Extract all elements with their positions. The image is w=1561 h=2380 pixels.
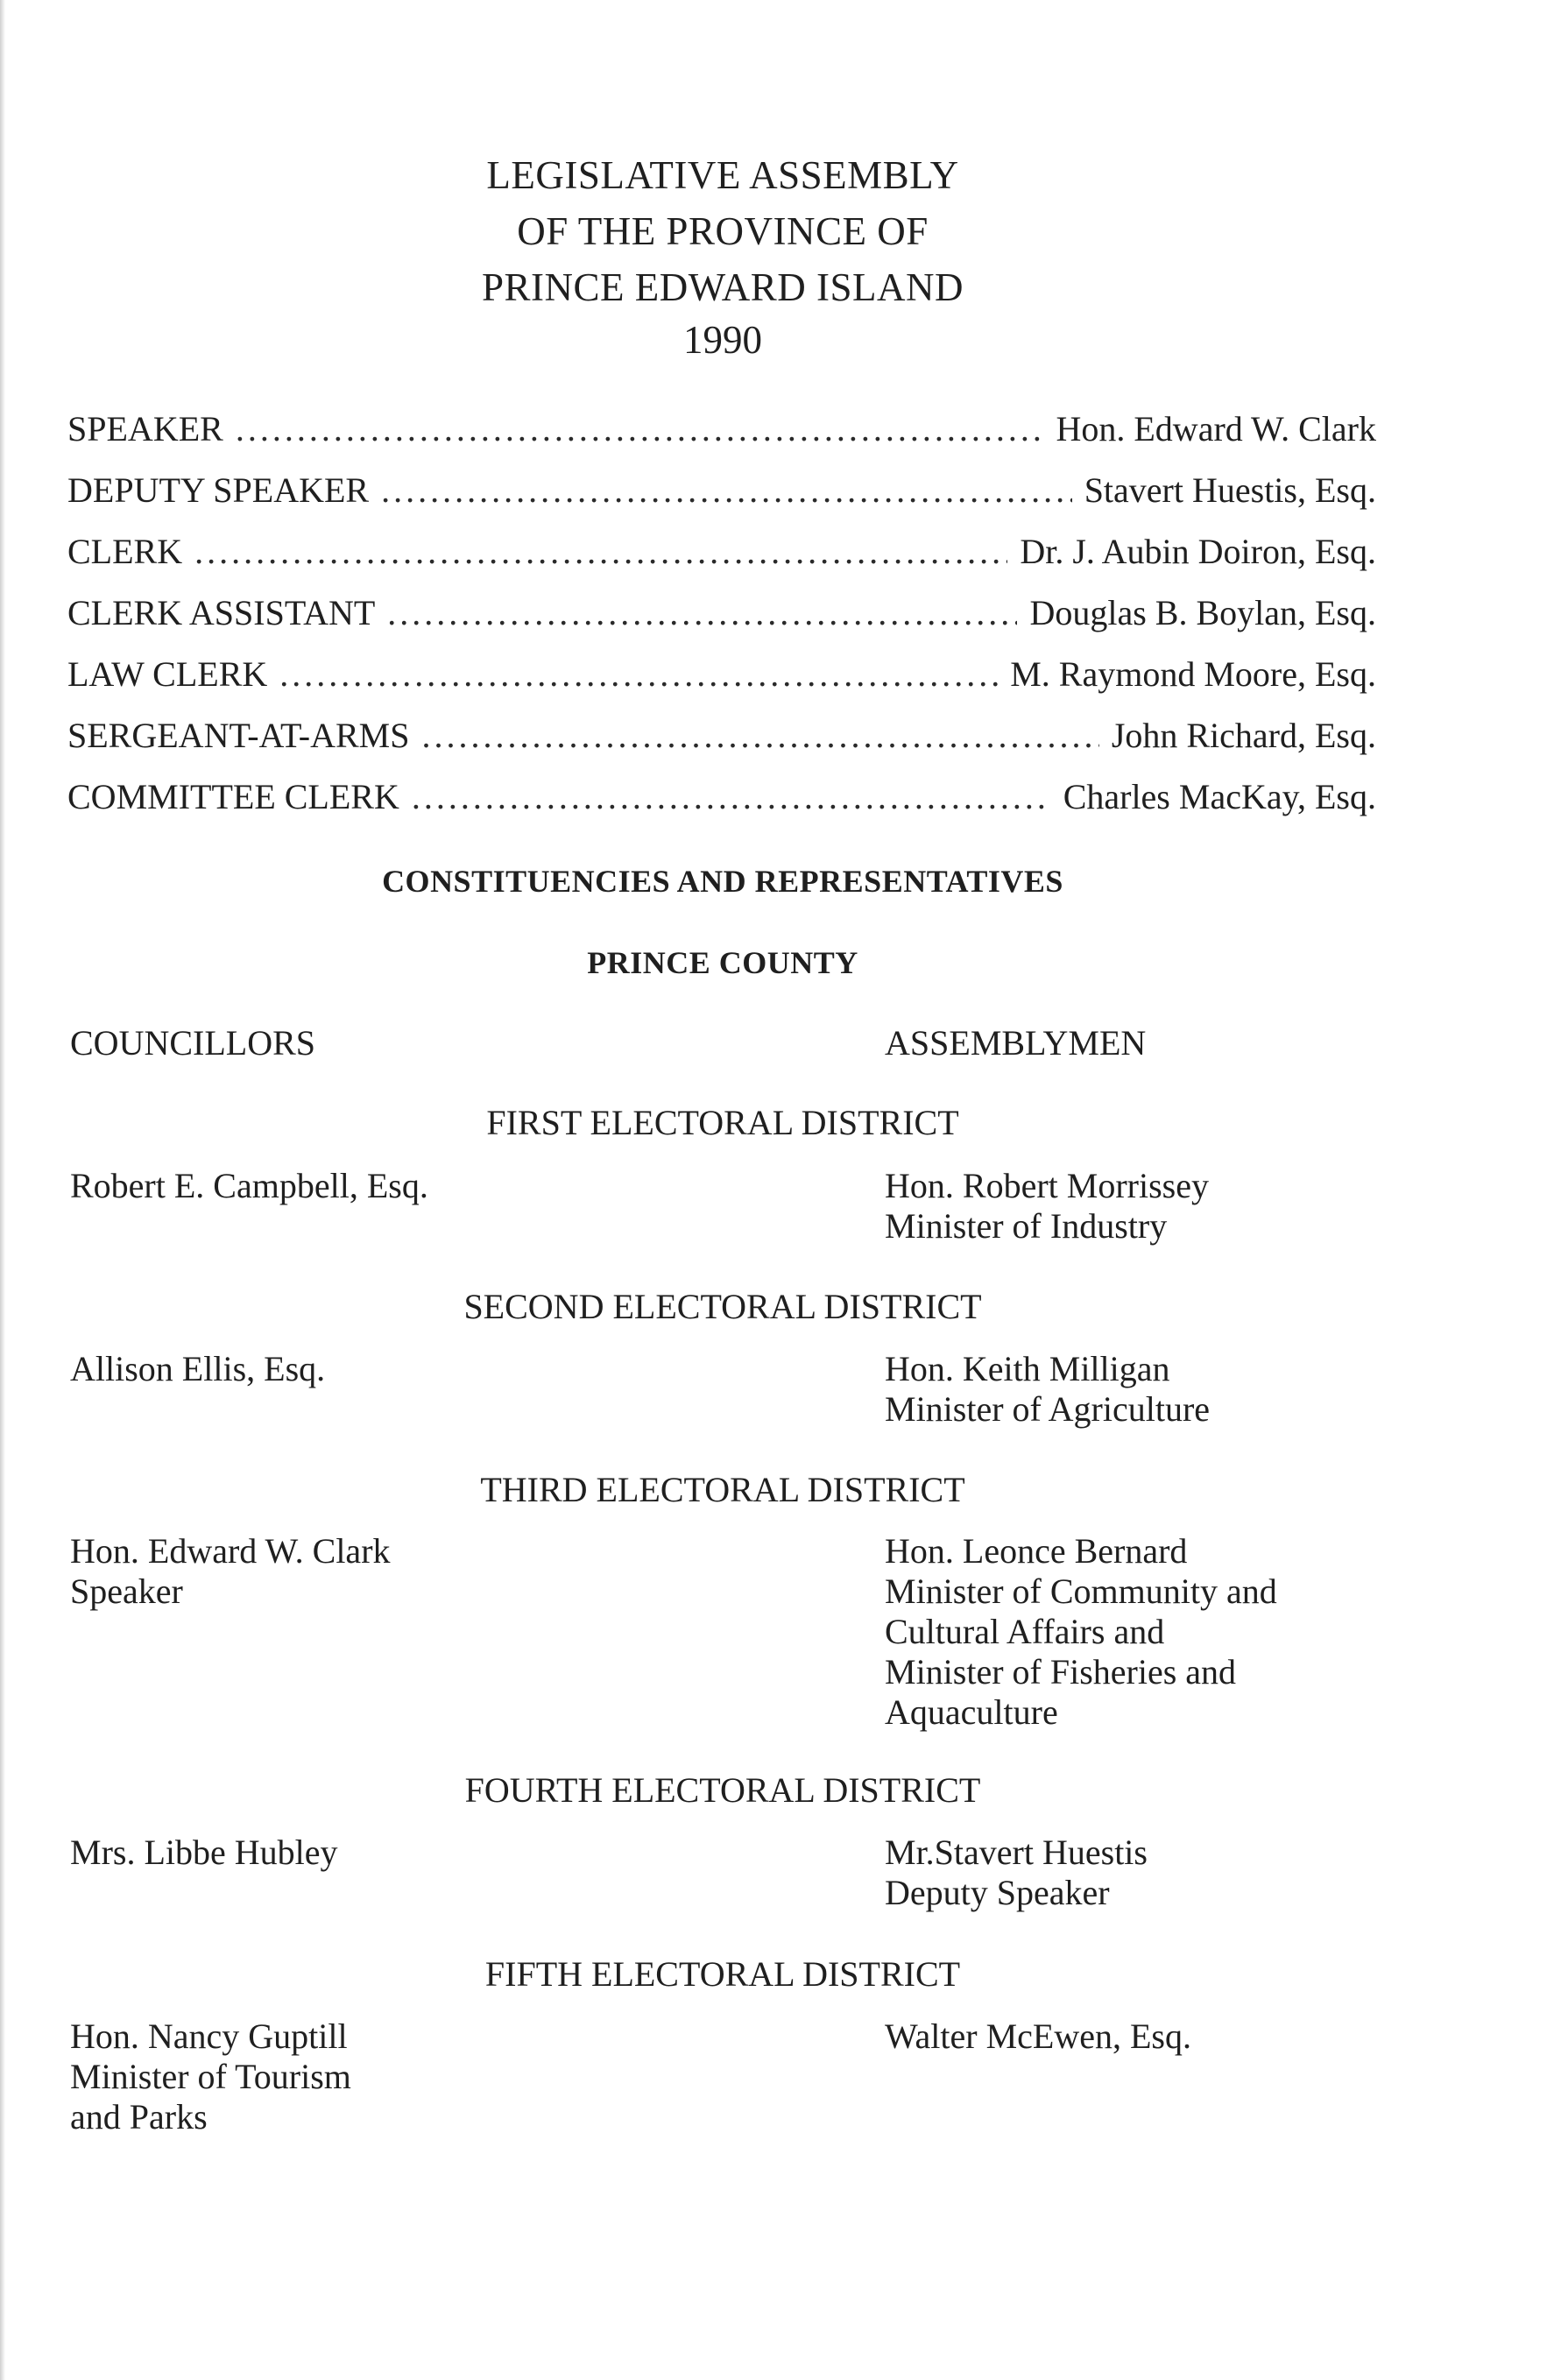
councillor-third-district	[70, 1531, 391, 1612]
district-heading-first: FIRST ELECTORAL DISTRICT	[486, 1103, 959, 1142]
officer-row-law-clerk	[67, 653, 1376, 715]
member-line: Hon. Leonce Bernard	[885, 1531, 1188, 1571]
member-line: Deputy Speaker	[885, 1873, 1110, 1912]
member-line: Hon. Keith Milligan	[885, 1349, 1170, 1388]
officer-name: Dr. J. Aubin Doiron, Esq.	[1020, 532, 1376, 571]
leader-dots	[381, 470, 1072, 511]
assemblyman-second-district	[885, 1349, 1210, 1430]
officer-row-sergeant-at-arms	[67, 715, 1376, 776]
officer-row-speaker	[67, 408, 1376, 470]
councillor-fifth-district	[70, 2016, 351, 2137]
assemblyman-fifth-district	[885, 2016, 1191, 2057]
district-heading-fifth: FIFTH ELECTORAL DISTRICT	[484, 1954, 961, 1994]
assemblyman-first-district	[885, 1166, 1209, 1246]
member-line: Cultural Affairs and	[885, 1612, 1165, 1651]
councillor-first-district	[70, 1166, 428, 1206]
member-line: Walter McEwen, Esq.	[885, 2016, 1191, 2056]
title-line-1: LEGISLATIVE ASSEMBLY	[486, 153, 959, 197]
member-line: Mrs. Libbe Hubley	[70, 1833, 338, 1872]
leader-dots	[236, 408, 1044, 449]
member-line: and Parks	[70, 2097, 208, 2136]
leader-dots	[194, 531, 1007, 572]
leader-dots	[279, 653, 998, 695]
officer-name: Douglas B. Boylan, Esq.	[1029, 593, 1376, 632]
officer-name: John Richard, Esq.	[1111, 716, 1376, 755]
document-year: 1990	[683, 318, 762, 362]
officer-row-deputy-speaker	[67, 470, 1376, 531]
member-line: Minister of Industry	[885, 1206, 1168, 1246]
member-line: Minister of Tourism	[70, 2057, 351, 2096]
officer-role: SPEAKER	[67, 409, 223, 448]
officer-name: Stavert Huestis, Esq.	[1084, 470, 1376, 510]
leader-dots	[421, 715, 1098, 756]
officer-name: Hon. Edward W. Clark	[1056, 409, 1376, 448]
officer-row-clerk-assistant	[67, 592, 1376, 653]
councillors-column-heading: COUNCILLORS	[70, 1023, 316, 1063]
member-line: Minister of Community and	[885, 1571, 1277, 1611]
officer-role: COMMITTEE CLERK	[67, 777, 399, 816]
member-line: Hon. Robert Morrissey	[885, 1166, 1209, 1205]
district-heading-fourth: FOURTH ELECTORAL DISTRICT	[464, 1770, 981, 1810]
member-line: Mr.Stavert Huestis	[885, 1833, 1148, 1872]
leader-dots	[412, 776, 1051, 817]
member-line: Minister of Agriculture	[885, 1389, 1211, 1429]
officer-name: Charles MacKay, Esq.	[1063, 777, 1376, 816]
leader-dots	[387, 592, 1017, 633]
officer-row-clerk	[67, 531, 1376, 592]
officer-row-committee-clerk	[67, 776, 1376, 837]
councillor-fourth-district	[70, 1833, 338, 1873]
officers-list	[67, 408, 1376, 837]
title-line-3: PRINCE EDWARD ISLAND	[482, 265, 964, 309]
title-line-2: OF THE PROVINCE OF	[517, 209, 929, 253]
member-line: Allison Ellis, Esq.	[70, 1349, 326, 1388]
constituencies-heading: CONSTITUENCIES AND REPRESENTATIVES	[382, 864, 1063, 899]
officer-role: CLERK ASSISTANT	[67, 593, 376, 632]
member-line: Robert E. Campbell, Esq.	[70, 1166, 428, 1205]
assemblyman-third-district	[885, 1531, 1277, 1733]
officer-role: DEPUTY SPEAKER	[67, 470, 370, 510]
district-heading-second: SECOND ELECTORAL DISTRICT	[463, 1287, 982, 1326]
officer-name: M. Raymond Moore, Esq.	[1010, 654, 1376, 694]
member-line: Aquaculture	[885, 1692, 1058, 1732]
member-line: Minister of Fisheries and	[885, 1652, 1237, 1691]
document-title	[0, 147, 1445, 315]
assemblymen-column-heading: ASSEMBLYMEN	[885, 1023, 1147, 1063]
officer-role: SERGEANT-AT-ARMS	[67, 716, 410, 755]
district-heading-third: THIRD ELECTORAL DISTRICT	[480, 1470, 965, 1509]
member-line: Hon. Edward W. Clark	[70, 1531, 391, 1571]
member-line: Speaker	[70, 1571, 183, 1611]
officer-role: CLERK	[67, 532, 183, 571]
officer-role: LAW CLERK	[67, 654, 268, 694]
councillor-second-district	[70, 1349, 325, 1389]
assemblyman-fourth-district	[885, 1833, 1148, 1913]
county-heading: PRINCE COUNTY	[587, 945, 858, 980]
member-line: Hon. Nancy Guptill	[70, 2016, 348, 2056]
